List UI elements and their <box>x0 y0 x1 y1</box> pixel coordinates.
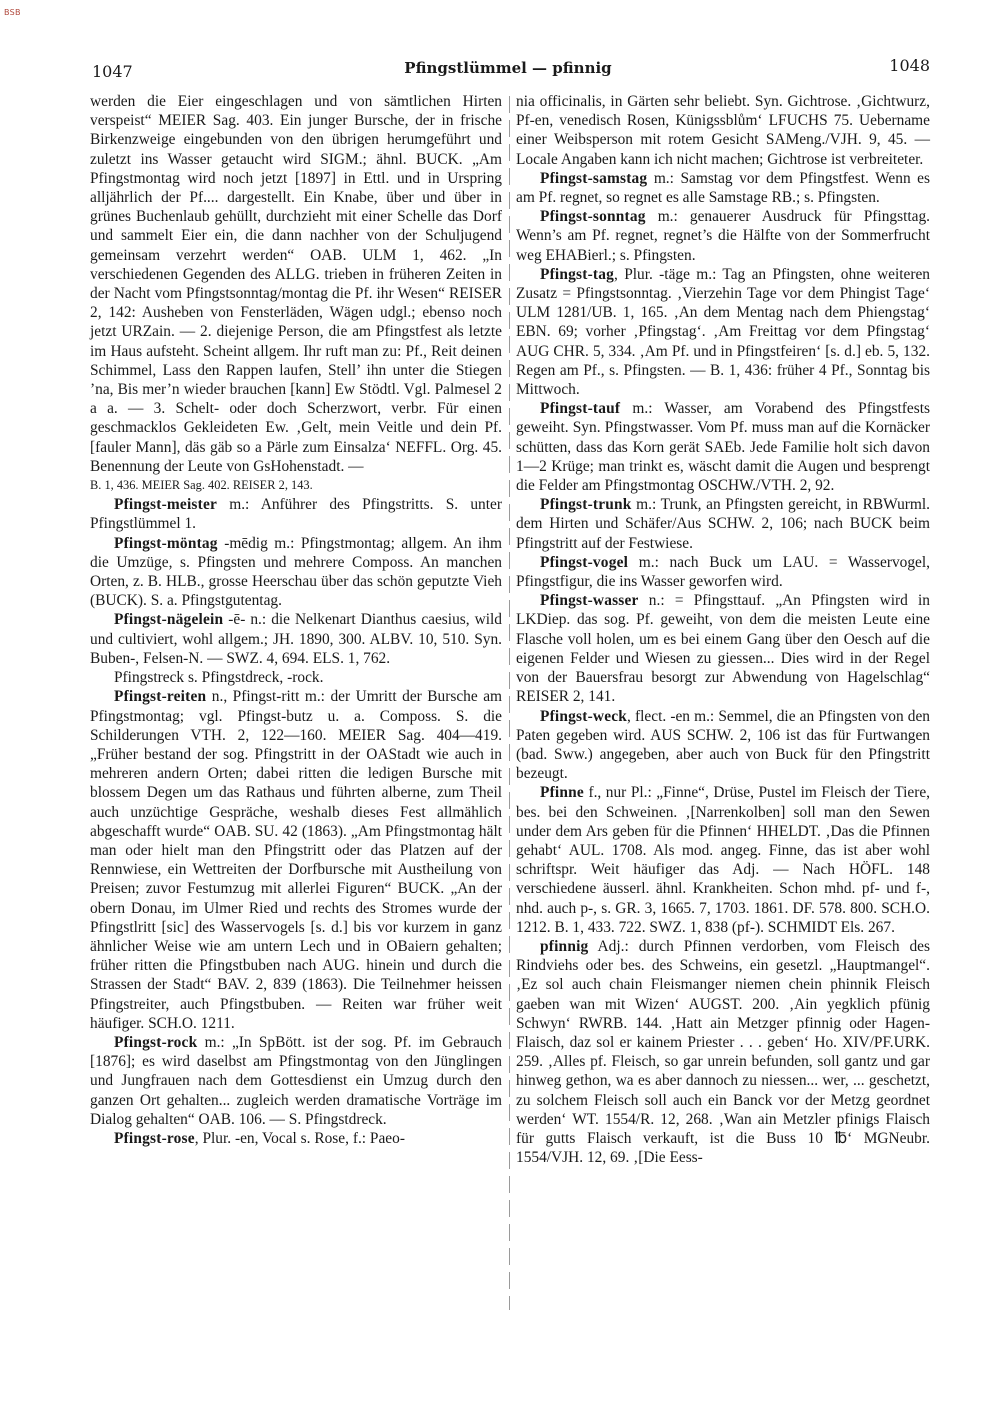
dictionary-entry <box>516 937 930 1167</box>
dictionary-entry <box>516 495 930 553</box>
entry-headword: Pfingst-trunk <box>540 496 632 514</box>
page-number-left: 1047 <box>92 62 133 81</box>
entry-text: n.: = Pfingsttauf. „An Pfingsten wird in LKDiep. das sog. Pf. geweiht, von dem die meisten Leute eine Flasche voll holen, um es bei einem Gang über den Oesch auf die eigenen Felder und Wiesen zu giessen... Dies wird in der Regel von der Bauersfrau besorgt zur Abwendung von Hagelschlag“ REISER 2, 141. <box>516 592 930 706</box>
entry-text: m.: Wasser, am Vorabend des Pfingstfests geweiht. Syn. Pfingstwasser. Vom Pf. muss man auf die Kornäcker schütten, dass das Korn gerät SAEb. Jede Familie holt sich davon 1—2 Krüge; man trinkt es, wäscht damit die Augen und besprengt die Felder am Pfingstmontag OSCHW./VTH. 2, 92. <box>516 400 930 495</box>
entry-headword: Pfingst-sonntag <box>540 208 646 226</box>
entry-text: B. 1, 436. MEIER Sag. 402. REISER 2, 143. <box>90 478 313 493</box>
library-stamp: BSB <box>4 8 21 17</box>
column-divider <box>509 96 510 1310</box>
entry-headword: Pfingst-meister <box>114 496 218 514</box>
entry-text: -mēdig m.: Pfingstmontag; allgem. An ihm die Umzüge, s. Pfingsten und mehrere Composs. An manchen Orten, z. B. HLB., grosse Heerschau über das schön geputzte Vieh (BUCK). S. a. Pfingstgutentag. <box>90 534 502 610</box>
entry-text: -ē- n.: die Nelkenart Dianthus caesius, wild und cultiviert, wohl allgem.; JH. 1890, 300. ALBV. 10, 510. Syn. Buben-, Felsen-N. — SWZ. 4, 694. ELS. 1, 762. <box>90 611 502 667</box>
entry-headword: Pfingst-möntag <box>114 534 218 552</box>
dictionary-entry <box>516 207 930 265</box>
entry-text: m.: Anführer des Pfingstritts. S. unter Pfingstlümmel 1. <box>90 496 502 533</box>
entry-headword: Pfingst-tag <box>540 265 615 283</box>
page-number-right: 1048 <box>889 56 930 75</box>
entry-headword: Pfingst-tauf <box>540 400 621 418</box>
entry-text: werden die Eier eingeschlagen und von sämtlichen Hirten verspeist“ MEIER Sag. 403. Ein junger Bursche, der in frische Birkenzweige eingebunden von den übrigen herumgeführt und zuletzt ins Wasser getaucht wird SIGM.; ähnl. BUCK. „Am Pfingstmontag wird noch jetzt [1897] in Ettl. und in Urspring alljährlich der Pf.... dargestellt. Ein Knabe, über und über in grünes Buchenlaub gehüllt, durchzieht mit einer Schelle das Dorf und sammelt Eier ein, die dann nachher von der Schuljugend gemeinsam verzehrt werden“ OAB. ULM 1, 462. „In verschiedenen Gegenden des ALLG. trieben in früheren Zeiten in der Nacht vom Pfingstsonntag/montag die Pf. ihr Wesen“ REISER 2, 142: Ausheben von Fensterläden, Wägen udgl.; ebenso noch jetzt URZain. — 2. diejenige Person, die am Pfingstfest als letzte im Haus aufsteht. Scheint allgem. Ihr ruft man zu: Pf., Reit deinen Schimmel, Lass den Rappen laufen, Stell’ ihn unter die Stiegen ’na, Bis mer’n wieder brauchen [kann] Ew Stödtl. Vgl. Palmesel 2 a a. — 3. Schelt- oder doch Scherzwort, verbr. Für einen geschmacklos Gekleideten Ew. ‚Gelt, mein Veitle und dein Pf. [fauler Mann], däs gäb so a Pärle zum Einsalza‘ NEFFL. Org. 45. Benennung der Leute von GsHohenstadt. — <box>90 93 502 475</box>
dictionary-entry <box>516 265 930 399</box>
entry-text: m.: „In SpBött. ist der sog. Pf. im Gebrauch [1876]; es wird daselbst am Pfingstmontag von den Jünglingen und Jungfrauen nach dem Gottesdienst ein Umzug durch den ganzen Ort gehalten... zugleich werden dramatische Vorträge im Dialog gehalten“ OAB. 106. — S. Pfingstdreck. <box>90 1033 502 1128</box>
entry-text: nia officinalis, in Gärten sehr beliebt. Syn. Gichtrose. ‚Gichtwurz, Pf-en, venedisch Rosen, Künigssblům‘ LFUCHS 75. Uebername einer Weibsperson mit rotem Gesicht SAMeng./VJH. 9, 45. — Locale Angaben kann ich nicht machen; Gichtrose ist verbreiteter. <box>516 93 930 168</box>
entry-headword: Pfingst-rock <box>114 1033 198 1051</box>
entry-text: , Plur. -en, Vocal s. Rose, f.: Paeo- <box>194 1129 405 1147</box>
entry-headword: Pfingst-wasser <box>540 592 639 610</box>
entry-continuation <box>516 92 930 169</box>
entry-text: m.: Trunk, an Pfingsten gereicht, in RBWurml. dem Hirten und Schäfer/Aus SCHW. 2, 106; nach BUCK beim Pfingstritt auf der Festwiese. <box>516 496 930 552</box>
dictionary-entry <box>516 399 930 495</box>
entry-text: Pfingstreck s. Pfingstdreck, -rock. <box>114 669 324 687</box>
entry-text: , flect. -en m.: Semmel, die an Pfingsten von den Paten gegeben wird. AUS SCHW. 2, 106 ist das für Furtwangen (bad. Sww.) angegeben, aber auch von Buck für den Pfingstritt bezeugt. <box>516 707 930 783</box>
entry-text: , Plur. -täge m.: Tag an Pfingsten, ohne weiteren Zusatz = Pfingstsonntag. ‚Vierzehin Tage vor dem Phingist Tage‘ ULM 1281/UB. 1, 165. ‚An dem Mentag nach dem Phiengstag‘ EBN. 69; vorher ‚Pfingstag‘. ‚Am Freittag vor dem Pfingstag‘ AUG CHR. 5, 334. ‚Am Pf. und in Pfingstfeiren‘ [s. d.] eb. 5, 132. Regen am Pf., s. Pfingsten. — B. 1, 436: früher 4 Pf., Sonntag bis Mittwoch. <box>516 265 930 399</box>
dictionary-entry <box>90 610 502 668</box>
dictionary-entry <box>516 591 930 706</box>
page-header <box>86 54 930 84</box>
dictionary-entry <box>90 495 502 533</box>
dictionary-entry <box>90 534 502 611</box>
entry-headword: Pfingst-weck <box>540 707 628 725</box>
entry-text: f., nur Pl.: „Finne“, Drüse, Pustel im Fleisch der Tiere, bes. bei den Schweinen. ‚[Narrenkolben] soll man den Sewen under dem Ars geben für die Pfinnen‘ HHELDT. ‚Das die Pfinnen gehabt‘ AUL. 1708. Als mod. angeg. Finne, das ist aber wohl schriftspr. Weit häufiger das Adj. — Nach HÖFL. 148 verschiedene äusserl. ähnl. Krankheiten. Schon mhd. pf- und f-, nhd. auch p-, s. GR. 3, 1665. 7, 1703. 1861. DF. 578. 800. SCH.O. 1212. B. 1, 433. 722. SWZ. 1, 838 (pf-). SCHMIDT Els. 267. <box>516 784 930 936</box>
dictionary-entry <box>90 687 502 1033</box>
entry-headword: Pfingst-reiten <box>114 688 207 706</box>
dictionary-entry <box>516 707 930 784</box>
entry-headword: Pfingst-nägelein <box>114 611 224 629</box>
entry-text: m.: nach Buck um LAU. = Wasservogel, Pfingstfigur, die ins Wasser geworfen wird. <box>516 553 930 591</box>
entry-headword: pfinnig <box>540 937 589 955</box>
dictionary-entry <box>516 169 930 207</box>
entry-text: m.: genauerer Ausdruck für Pfingsttag. Wenn’s am Pf. regnet, regnet’s die Hälfte von der Sommerfrucht weg EHABierl.; s. Pfingsten. <box>516 208 930 264</box>
dictionary-entry <box>90 1129 502 1148</box>
entry-headword: Pfingst-samstag <box>540 169 648 187</box>
dictionary-entry <box>90 1033 502 1129</box>
page-title: Pfingstlümmel — pfinnig <box>404 59 612 77</box>
entry-text: m.: Samstag vor dem Pfingstfest. Wenn es am Pf. regnet, so regnet es alle Samstage RB.; s. Pfingsten. <box>516 169 930 207</box>
entry-headword: Pfingst-rose <box>114 1129 195 1147</box>
entry-text: Adj.: durch Pfinnen verdorben, vom Fleisch des Rindviehs oder bes. des Schweins, ein gesetzl. „Hauptmangel“. ‚Ez sol auch chain Fleismanger niemen chein phinnik Fleisch gaeben wan mit Wizen‘ AUGST. 200. ‚Ain yegklich pfünig Schwyn‘ RWRB. 144. ‚Hatt ain Metzger pfinnig oder Hagen-Flaisch, daz sol er kainem Priester . . . geben‘ Ho. XIV/PF.URK. 259. ‚Alles pf. Fleisch, so gar unrein befunden, soll gantz und gar hinweg gethon, wa es aber dannoch zu niessen... wer, ... geschetzt, zu solchem Fleisch soll auch ein Banck vor der Metzg geordnet werden‘ WT. 1554/R. 12, 268. ‚Wan ain Metzler pfinigs Flaisch für gutts Flaisch verkauft, ist die Buss 10 ℔‘ MGNeubr. 1554/VJH. 12, 69. ‚[Die Eess- <box>516 937 930 1167</box>
entry-text: n., Pfingst-ritt m.: der Umritt der Bursche am Pfingstmontag; vgl. Pfingst-butz u. a. Composs. S. die Schilderungen VTH. 2, 122—160. MEIER Sag. 404—419. „Früher bestand der sog. Pfingstritt in der OAStadt wie auch in mehreren andern Orten; dabei ritten die ledigen Bursche mit blossem Degen um das Rathaus und führten alberne, zum Theil auch unzüchtige Gespräche, weshalb dieses Fest allmählich abgeschafft wurde“ OAB. SU. 42 (1863). „Am Pfingstmontag hält man oder hielt man den Pfingstritt oder das Platzen auf der Rennwiese, ein Wettreiten der Dorfbursche mit Austheilung von Preisen; zuvor Festumzug mit allerlei Figuren“ BUCK. „An der obern Donau, im Ulmer Ried und rechts des Stromes wurde der Pfingstlritt [sic] des Wasservogels [s. d.] bis vor kurzem in ganz ähnlicher Weise wie am untern Lech und in OBaiern gehalten; früher ritten die Pfingstbuben nach AUG. hinein und durch die Strassen der Stadt“ BAV. 2, 839 (1863). Die Teilnehmer heissen Pfingstreiter, auch Pfingstbuben. — Reiten war früher weit häufiger. SCH.O. 1211. <box>90 688 502 1032</box>
left-column <box>90 92 502 1148</box>
entry-headword: Pfinne <box>540 784 584 802</box>
dictionary-entry <box>516 553 930 591</box>
entry-headword: Pfingst-vogel <box>540 553 629 571</box>
right-column <box>516 92 930 1167</box>
dictionary-entry <box>516 783 930 937</box>
entry-continuation <box>90 92 502 476</box>
entry-references <box>90 476 502 495</box>
dictionary-entry <box>90 668 502 687</box>
